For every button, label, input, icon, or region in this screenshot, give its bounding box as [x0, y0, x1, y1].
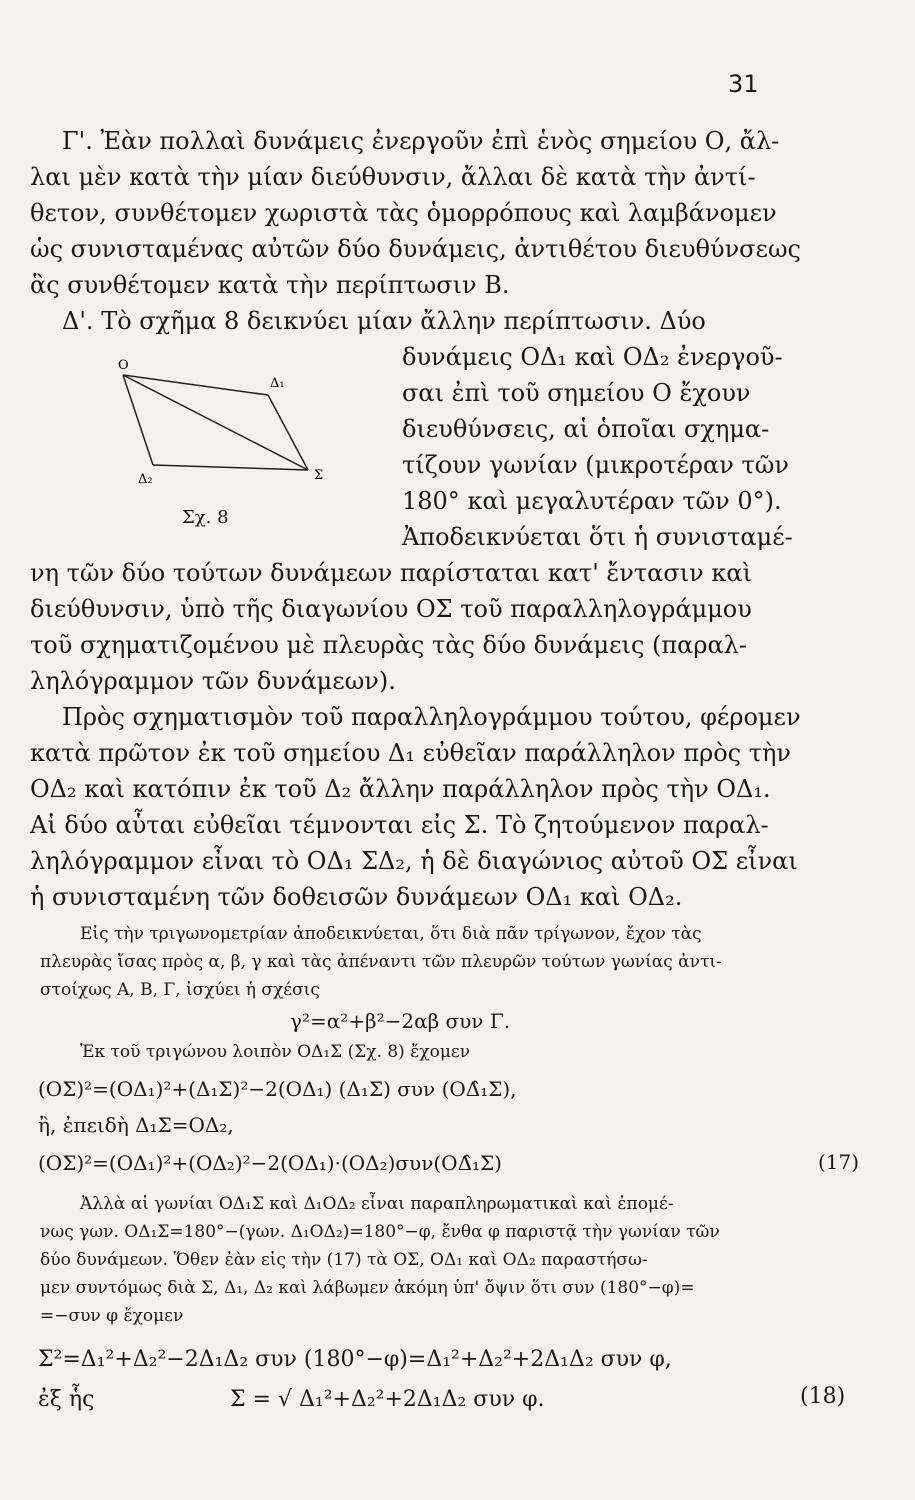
- para-construction-1: Πρὸς σχηματισμὸν τοῦ παραλληλογράμμου τούτου, φέρομεν: [62, 703, 801, 731]
- figure-caption: Σχ. 8: [182, 507, 229, 528]
- label-d2: Δ₂: [138, 472, 153, 487]
- equation-4: Σ²=Δ₁²+Δ₂²−2Δ₁Δ₂ συν (180°−φ)=Δ₁²+Δ₂²+2Δ₁Δ₂ συν φ,: [38, 1347, 672, 1372]
- label-s: Σ: [314, 468, 324, 483]
- equation-18-number: (18): [800, 1384, 846, 1409]
- page-number: 31: [728, 70, 759, 98]
- equation-1: (ΟΣ)²=(ΟΔ₁)²+(Δ₁Σ)²−2(ΟΔ₁) (Δ₁Σ) συν (ΟΔ̂₁Σ),: [38, 1077, 517, 1101]
- small-text-1-line-3: στοίχως Α, Β, Γ, ἰσχύει ἡ σχέσις: [40, 980, 320, 1000]
- small-text-3-line-5: =−συν φ ἔχομεν: [40, 1306, 184, 1326]
- para-construction-5: ληλόγραμμον εἶναι τὸ ΟΔ₁ ΣΔ₂, ἡ δὲ διαγώνιος αὐτοῦ ΟΣ εἶναι: [30, 847, 798, 875]
- para-g-line-3: θετον, συνθέτομεν χωριστὰ τὰς ὁμορρόπους καὶ λαμβάνομεν: [30, 199, 777, 227]
- small-text-1-line-1: Εἰς τὴν τριγωνομετρίαν ἀποδεικνύεται, ὅτι διὰ πᾶν τρίγωνον, ἔχον τὰς: [80, 924, 702, 944]
- small-text-1-line-2: πλευρὰς ἴσας πρὸς α, β, γ καὶ τὰς ἀπέναντι τῶν πλευρῶν τούτων γωνίας ἀντι-: [40, 952, 722, 972]
- para-construction-2: κατὰ πρῶτον ἐκ τοῦ σημείου Δ₁ εὐθεῖαν παράλληλον πρὸς τὴν: [30, 739, 791, 767]
- para-d-right-5: 180° καὶ μεγαλυτέραν τῶν 0°).: [402, 487, 782, 515]
- law-of-cosines: γ²=α²+β²−2αβ συν Γ.: [290, 1009, 511, 1033]
- para-construction-4: Αἱ δύο αὗται εὐθεῖαι τέμνονται εἰς Σ. Τὸ ζητούμενον παραλ-: [30, 811, 769, 839]
- para-d-right-2: σαι ἐπὶ τοῦ σημείου Ο ἔχουν: [402, 379, 751, 407]
- side-d1-s: [268, 395, 308, 470]
- para-d-rest-2: διεύθυνσιν, ὑπὸ τῆς διαγωνίου ΟΣ τοῦ παραλληλογράμμου: [30, 595, 752, 623]
- para-d-rest-1: νη τῶν δύο τούτων δυνάμεων παρίσταται κατ' ἔντασιν καὶ: [30, 559, 753, 587]
- para-g-line-1: Γ'. Ἐὰν πολλαὶ δυνάμεις ἐνεργοῦν ἐπὶ ἑνὸς σημείου Ο, ἄλ-: [62, 127, 780, 155]
- side-o-d1: [123, 375, 268, 395]
- side-d2-s: [153, 465, 308, 470]
- para-d-line-1: Δ'. Τὸ σχῆμα 8 δεικνύει μίαν ἄλλην περίπτωσιν. Δύο: [62, 307, 706, 335]
- para-g-line-4: ὡς συνισταμένας αὐτῶν δύο δυνάμεις, ἀντιθέτου διευθύνσεως: [30, 235, 801, 263]
- para-d-right-6: Ἀποδεικνύεται ὅτι ἡ συνισταμέ-: [402, 523, 793, 551]
- equation-17: (ΟΣ)²=(ΟΔ₁)²+(ΟΔ₂)²−2(ΟΔ₁)·(ΟΔ₂)συν(ΟΔ̂₁Σ): [38, 1151, 502, 1175]
- figure-8-parallelogram: [118, 355, 338, 495]
- equation-18: Σ = √ Δ₁²+Δ₂²+2Δ₁Δ₂ συν φ.: [230, 1387, 545, 1412]
- para-g-line-2: λαι μὲν κατὰ τὴν μίαν διεύθυνσιν, ἄλλαι δὲ κατὰ τὴν ἀντί-: [30, 163, 756, 191]
- equation-17-number: (17): [818, 1150, 860, 1174]
- label-d1: Δ₁: [270, 376, 285, 391]
- small-text-3-line-3: δύο δυνάμεων. Ὅθεν ἐὰν εἰς τὴν (17) τὰ ΟΣ, ΟΔ₁ καὶ ΟΔ₂ παραστήσω-: [40, 1250, 648, 1270]
- para-construction-6: ἡ συνισταμένη τῶν δοθεισῶν δυνάμεων ΟΔ₁ καὶ ΟΔ₂.: [30, 883, 683, 911]
- small-text-3-line-2: νως γων. ΟΔ₁Σ=180°−(γων. Δ₁ΟΔ₂)=180°−φ, ἔνθα φ παριστᾷ τὴν γωνίαν τῶν: [40, 1222, 720, 1242]
- para-d-rest-3: τοῦ σχηματιζομένου μὲ πλευρὰς τὰς δύο δυνάμεις (παραλ-: [30, 631, 747, 659]
- equation-18-prefix: ἐξ ἧς: [38, 1387, 95, 1412]
- para-d-right-4: τίζουν γωνίαν (μικροτέραν τῶν: [402, 451, 789, 479]
- small-text-3-line-1: Ἀλλὰ αἱ γωνίαι ΟΔ₁Σ καὶ Δ₁ΟΔ₂ εἶναι παραπληρωματικαὶ καὶ ἐπομέ-: [80, 1194, 674, 1214]
- para-d-rest-4: ληλόγραμμον τῶν δυνάμεων).: [30, 667, 396, 695]
- para-g-line-5: ἃς συνθέτομεν κατὰ τὴν περίπτωσιν Β.: [30, 271, 510, 299]
- para-d-right-3: διευθύνσεις, αἱ ὁποῖαι σχημα-: [402, 415, 770, 443]
- para-construction-3: ΟΔ₂ καὶ κατόπιν ἐκ τοῦ Δ₂ ἄλλην παράλληλον πρὸς τὴν ΟΔ₁.: [30, 775, 771, 803]
- equation-2: ἢ, ἐπειδὴ Δ₁Σ=ΟΔ₂,: [38, 1113, 234, 1137]
- para-d-right-1: δυνάμεις ΟΔ₁ καὶ ΟΔ₂ ἐνεργοῦ-: [402, 343, 783, 371]
- small-text-2: Ἐκ τοῦ τριγώνου λοιπὸν ΟΔ₁Σ (Σχ. 8) ἔχομεν: [80, 1042, 471, 1062]
- small-text-3-line-4: μεν συντόμως διὰ Σ, Δ₁, Δ₂ καὶ λάβωμεν ἀκόμη ὑπ' ὄψιν ὅτι συν (180°−φ)=: [40, 1278, 695, 1298]
- label-o: O: [118, 358, 129, 373]
